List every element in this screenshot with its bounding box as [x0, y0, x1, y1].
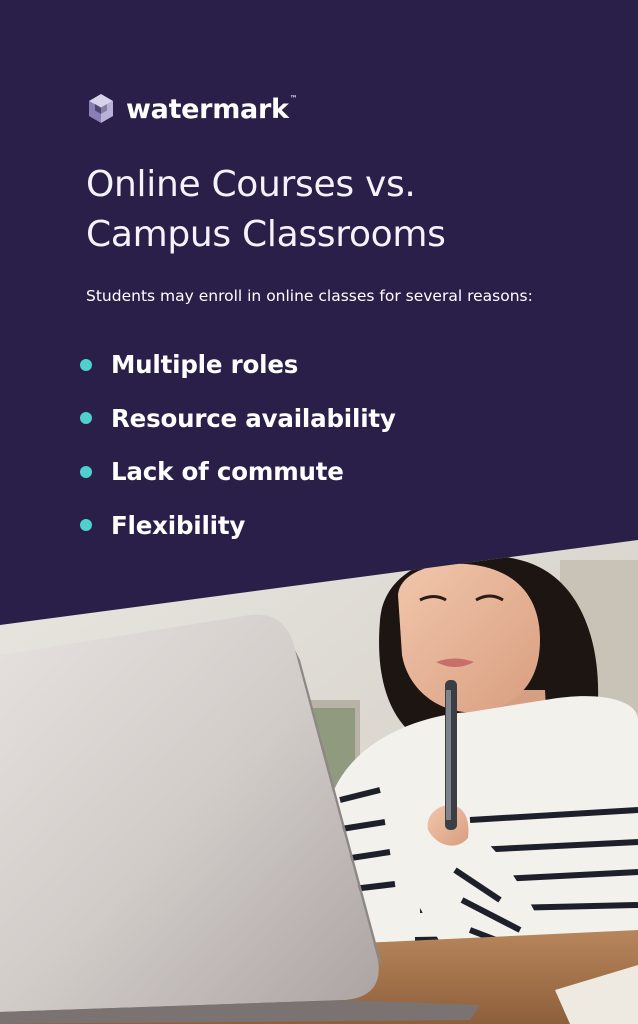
logo-text: watermark™ — [126, 93, 298, 125]
trademark-symbol: ™ — [289, 93, 298, 103]
reason-label: Resource availability — [111, 403, 396, 433]
reason-label: Flexibility — [111, 510, 246, 540]
reason-label: Multiple roles — [111, 350, 299, 380]
intro-text: Students may enroll in online classes for several reasons: — [86, 287, 533, 305]
title-line-2: Campus Classrooms — [86, 214, 446, 255]
title-line-1: Online Courses vs. — [86, 164, 416, 205]
reason-label: Lack of commute — [111, 457, 344, 487]
